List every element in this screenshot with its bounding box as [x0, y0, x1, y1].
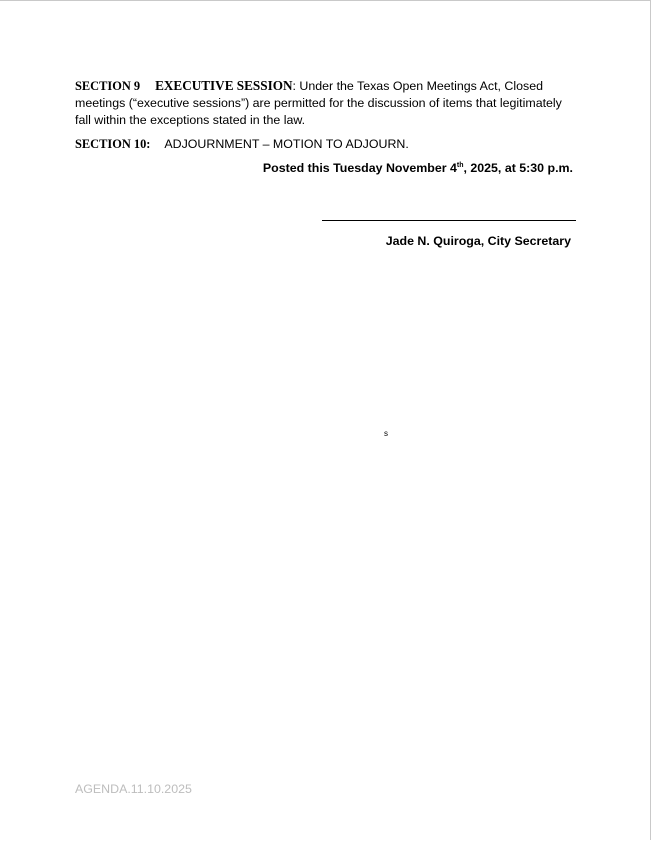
section-9-paragraph — [75, 77, 575, 129]
posting-notice — [263, 160, 573, 177]
stray-mark: s — [384, 429, 388, 438]
section-10-body: ADJOURNMENT – MOTION TO ADJOURN. — [164, 137, 409, 151]
signatory-name: Jade N. Quiroga, City Secretary — [385, 234, 571, 248]
section-10-paragraph — [75, 136, 575, 153]
section-9-number: SECTION 9 — [75, 79, 141, 93]
posting-notice-ordinal: th — [456, 162, 464, 169]
section-10-number: SECTION 10: — [75, 137, 151, 151]
footer-agenda-id: AGENDA.11.10.2025 — [75, 782, 192, 796]
section-9-body: : Under the Texas Open Meetings Act, Closed meetings (“executive sessions”) are permitted for the discussion of items that legitimately fall within the exceptions stated in the law. — [75, 79, 562, 127]
section-9-title: EXECUTIVE SESSION — [155, 78, 293, 93]
posting-notice-suffix: , 2025, at 5:30 p.m. — [463, 161, 573, 175]
posting-notice-prefix: Posted this Tuesday November 4 — [262, 161, 457, 175]
signature-line — [322, 220, 576, 221]
